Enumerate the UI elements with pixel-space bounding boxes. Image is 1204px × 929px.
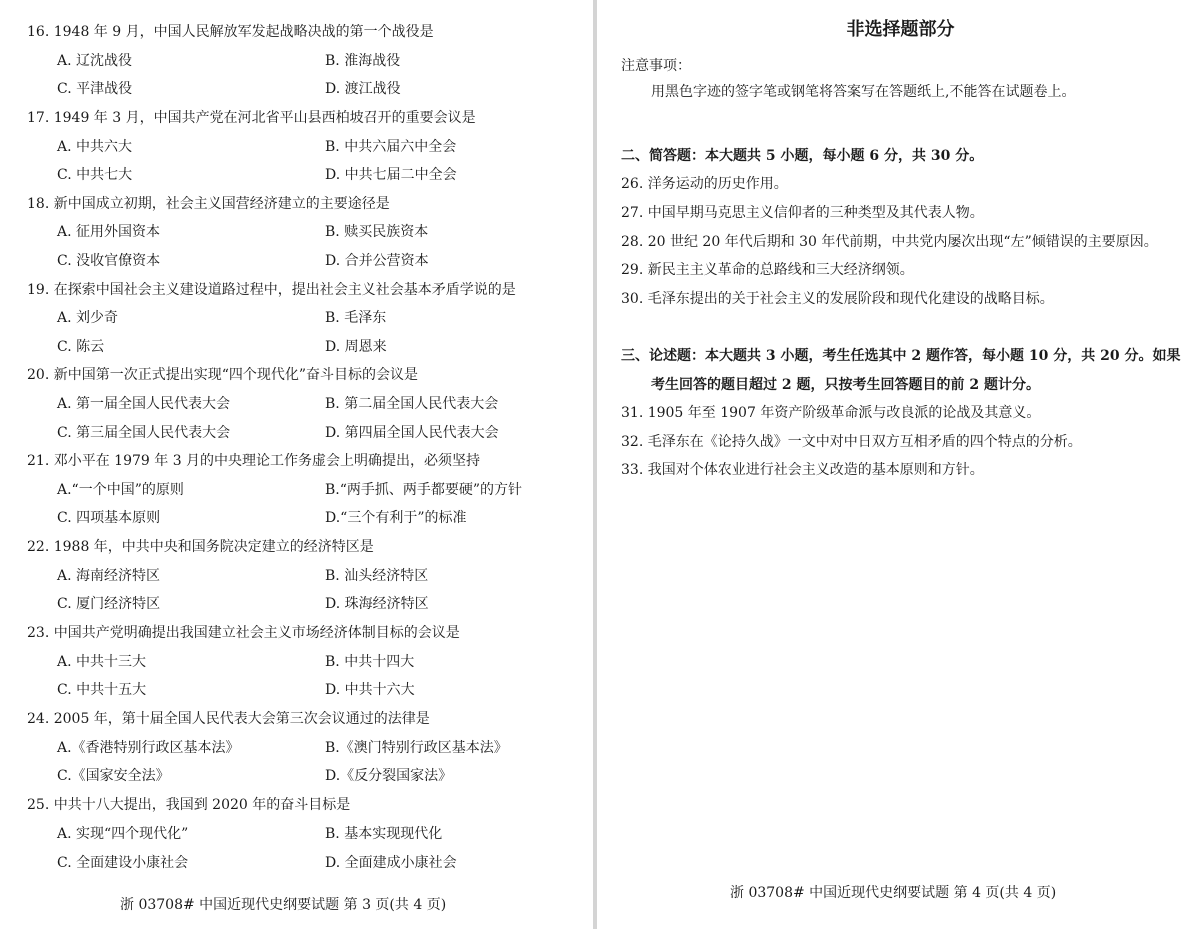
question-stem: 23. 中国共产党明确提出我国建立社会主义市场经济体制目标的会议是 bbox=[27, 625, 460, 641]
section3-heading-line2: 考生回答的题目超过 2 题，只按考生回答题目的前 2 题计分。 bbox=[651, 377, 1040, 393]
option-c: C. 四项基本原则 bbox=[57, 510, 161, 526]
option-b: B. 基本实现现代化 bbox=[325, 826, 443, 842]
option-a: A. 中共六大 bbox=[57, 139, 133, 155]
option-b: B. 中共十四大 bbox=[325, 654, 415, 670]
option-b: B. 赎买民族资本 bbox=[325, 224, 429, 240]
page-footer: 浙 03708# 中国近现代史纲要试题 第 4 页(共 4 页) bbox=[730, 885, 1057, 901]
option-a: A. 第一届全国人民代表大会 bbox=[57, 396, 231, 412]
option-c: C. 没收官僚资本 bbox=[57, 253, 161, 269]
option-a: A. 海南经济特区 bbox=[57, 568, 161, 584]
option-c: C. 第三届全国人民代表大会 bbox=[57, 425, 231, 441]
option-c: C. 中共七大 bbox=[57, 167, 133, 183]
question-stem: 16. 1948 年 9 月，中国人民解放军发起战略决战的第一个战役是 bbox=[27, 24, 434, 40]
option-b: B. 汕头经济特区 bbox=[325, 568, 429, 584]
notice-label: 注意事项： bbox=[621, 58, 691, 74]
question-stem: 25. 中共十八大提出，我国到 2020 年的奋斗目标是 bbox=[27, 797, 351, 813]
question-stem: 21. 邓小平在 1979 年 3 月的中央理论工作务虚会上明确提出，必须坚持 bbox=[27, 453, 481, 469]
option-d: D. 合并公营资本 bbox=[325, 253, 429, 269]
option-c: C. 全面建设小康社会 bbox=[57, 855, 189, 871]
option-d: D. 渡江战役 bbox=[325, 81, 401, 97]
option-c: C. 平津战役 bbox=[57, 81, 133, 97]
option-a: A. 征用外国资本 bbox=[57, 224, 161, 240]
question-stem: 19. 在探索中国社会主义建设道路过程中，提出社会主义社会基本矛盾学说的是 bbox=[27, 282, 516, 298]
option-a: A. 中共十三大 bbox=[57, 654, 147, 670]
option-a: A.《香港特别行政区基本法》 bbox=[57, 740, 240, 756]
question-stem: 22. 1988 年，中共中央和国务院决定建立的经济特区是 bbox=[27, 539, 374, 555]
short-answer-item: 28. 20 世纪 20 年代后期和 30 年代前期，中共党内屡次出现“左”倾错误的主要原因。 bbox=[621, 234, 1158, 250]
question-stem: 24. 2005 年，第十届全国人民代表大会第三次会议通过的法律是 bbox=[27, 711, 430, 727]
option-a: A. 实现“四个现代化” bbox=[57, 826, 189, 842]
question-stem: 17. 1949 年 3 月，中国共产党在河北省平山县西柏坡召开的重要会议是 bbox=[27, 110, 476, 126]
option-c: C. 厦门经济特区 bbox=[57, 596, 161, 612]
option-d: D. 中共七届二中全会 bbox=[325, 167, 457, 183]
option-a: A. 刘少奇 bbox=[57, 310, 119, 326]
option-d: D.“三个有利于”的标准 bbox=[325, 510, 467, 526]
essay-item: 32. 毛泽东在《论持久战》一文中对中日双方互相矛盾的四个特点的分析。 bbox=[621, 434, 1082, 450]
exam-page-right bbox=[597, 0, 1204, 929]
option-a: A.“一个中国”的原则 bbox=[57, 482, 184, 498]
option-d: D. 全面建成小康社会 bbox=[325, 855, 457, 871]
notice-text: 用黑色字迹的签字笔或钢笔将答案写在答题纸上,不能答在试题卷上。 bbox=[651, 84, 1076, 100]
option-b: B. 淮海战役 bbox=[325, 53, 401, 69]
option-d: D. 中共十六大 bbox=[325, 682, 415, 698]
short-answer-item: 30. 毛泽东提出的关于社会主义的发展阶段和现代化建设的战略目标。 bbox=[621, 291, 1054, 307]
section-title: 非选择题部分 bbox=[846, 19, 955, 40]
question-stem: 18. 新中国成立初期，社会主义国营经济建立的主要途径是 bbox=[27, 196, 390, 212]
section2-heading: 二、简答题：本大题共 5 小题，每小题 6 分，共 30 分。 bbox=[621, 148, 984, 164]
option-b: B. 第二届全国人民代表大会 bbox=[325, 396, 499, 412]
option-d: D.《反分裂国家法》 bbox=[325, 768, 453, 784]
option-c: C. 陈云 bbox=[57, 339, 105, 355]
short-answer-item: 29. 新民主主义革命的总路线和三大经济纲领。 bbox=[621, 262, 914, 278]
option-c: C.《国家安全法》 bbox=[57, 768, 170, 784]
option-c: C. 中共十五大 bbox=[57, 682, 147, 698]
section3-heading-line1: 三、论述题：本大题共 3 小题，考生任选其中 2 题作答，每小题 10 分，共 20 分。如果 bbox=[621, 348, 1181, 364]
option-d: D. 珠海经济特区 bbox=[325, 596, 429, 612]
option-b: B.《澳门特别行政区基本法》 bbox=[325, 740, 508, 756]
essay-item: 31. 1905 年至 1907 年资产阶级革命派与改良派的论战及其意义。 bbox=[621, 405, 1041, 421]
short-answer-item: 26. 洋务运动的历史作用。 bbox=[621, 176, 788, 192]
option-d: D. 第四届全国人民代表大会 bbox=[325, 425, 499, 441]
exam-page-left bbox=[0, 0, 593, 929]
option-b: B.“两手抓、两手都要硬”的方针 bbox=[325, 482, 523, 498]
option-a: A. 辽沈战役 bbox=[57, 53, 133, 69]
short-answer-item: 27. 中国早期马克思主义信仰者的三种类型及其代表人物。 bbox=[621, 205, 984, 221]
essay-item: 33. 我国对个体农业进行社会主义改造的基本原则和方针。 bbox=[621, 462, 984, 478]
option-b: B. 毛泽东 bbox=[325, 310, 387, 326]
option-b: B. 中共六届六中全会 bbox=[325, 139, 457, 155]
question-stem: 20. 新中国第一次正式提出实现“四个现代化”奋斗目标的会议是 bbox=[27, 367, 419, 383]
option-d: D. 周恩来 bbox=[325, 339, 387, 355]
page-footer: 浙 03708# 中国近现代史纲要试题 第 3 页(共 4 页) bbox=[120, 897, 447, 913]
